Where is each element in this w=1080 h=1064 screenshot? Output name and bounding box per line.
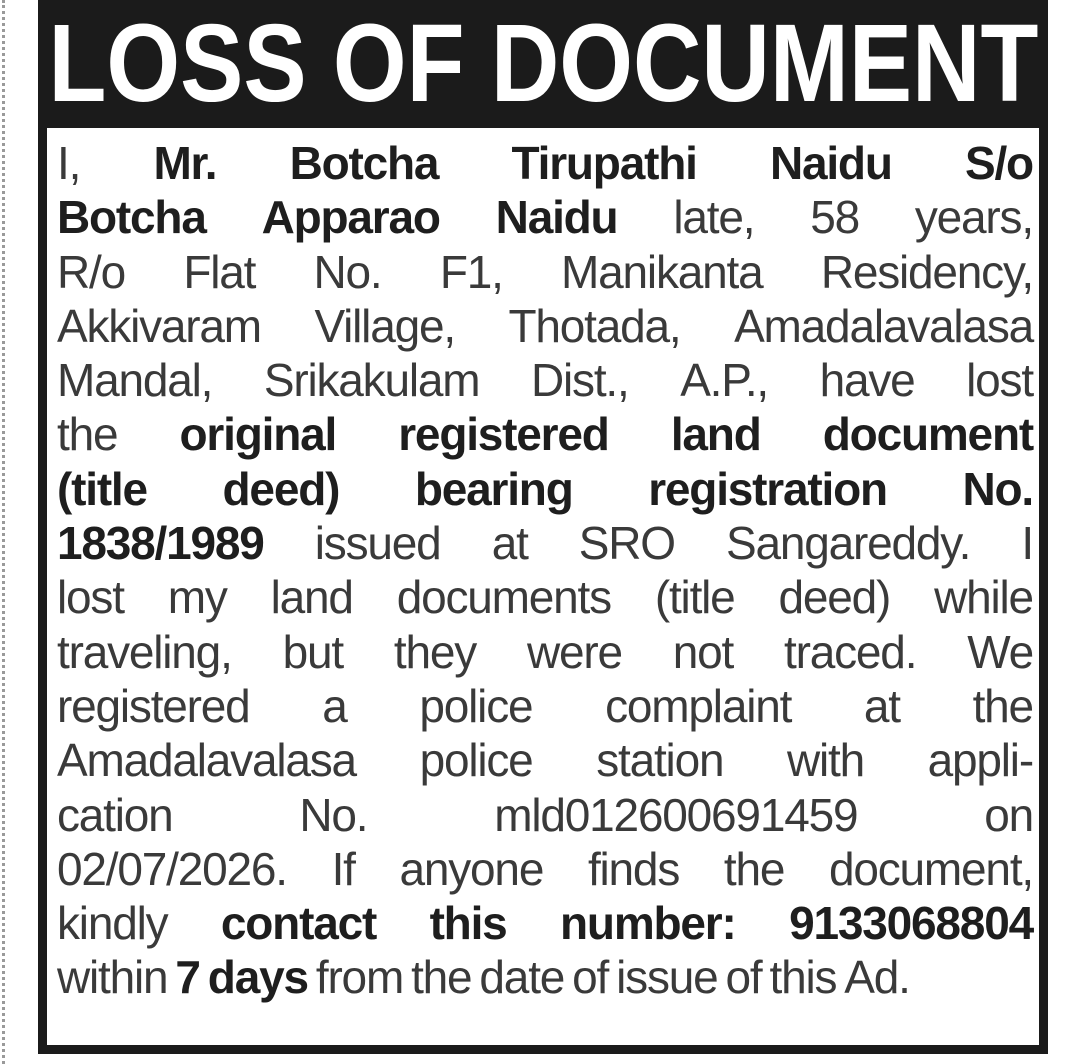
notice-line (57, 896, 1033, 950)
notice-word: registered (57, 679, 250, 732)
notice-line (57, 842, 1033, 896)
notice-word: (title (57, 462, 147, 515)
notice-word: deed) (778, 571, 891, 624)
notice-word: Akkivaram (57, 299, 261, 352)
notice-line (57, 570, 1033, 624)
notice-word: on (984, 788, 1033, 841)
notice-word: Mandal, (57, 354, 213, 407)
notice-word: of (725, 951, 762, 1004)
notice-word: they (393, 625, 477, 678)
notice-word: 7 (175, 951, 200, 1004)
notice-word: within (57, 951, 168, 1004)
notice-word: were (526, 625, 622, 678)
notice-word: this (429, 897, 507, 950)
notice-word: registration (648, 462, 887, 515)
notice-word: document, (828, 842, 1033, 895)
notice-word: Botcha (57, 191, 206, 244)
notice-word: Thotada, (508, 299, 681, 352)
notice-word: F1, (439, 245, 503, 298)
notice-line (57, 462, 1033, 516)
notice-word: not (672, 625, 734, 678)
notice-word: We (967, 625, 1033, 678)
notice-word: Amadalavalasa (734, 299, 1033, 352)
notice-line (57, 407, 1033, 461)
notice-word: 58 (810, 191, 859, 244)
notice-line (57, 733, 1033, 787)
notice-word: police (419, 679, 533, 732)
notice-word: Amadalavalasa (57, 734, 356, 787)
notice-word: anyone (399, 842, 544, 895)
notice-word: issue (616, 951, 718, 1004)
notice-word: days (207, 951, 308, 1004)
notice-word: this (769, 951, 837, 1004)
notice-word: Mr. (153, 137, 217, 189)
notice-line (57, 679, 1033, 733)
notice-word: Naidu (769, 137, 892, 189)
notice-word: finds (587, 842, 680, 895)
notice-word: No. (299, 788, 368, 841)
notice-word: of (572, 951, 609, 1004)
notice-word: late, (673, 191, 755, 244)
notice-word: Srikakulam (263, 354, 480, 407)
notice-word: original (179, 408, 337, 461)
notice-word: 1838/1989 (57, 517, 264, 570)
notice-word: with (786, 734, 864, 787)
notice-line (57, 245, 1033, 299)
notice-word: Apparao (261, 191, 440, 244)
notice-line (57, 136, 1033, 190)
notice-line (57, 190, 1033, 244)
clipping-edge-perforation (2, 0, 5, 1064)
notice-word: have (819, 354, 915, 407)
notice-word: Dist., (531, 354, 629, 407)
notice-word: Ad. (844, 951, 910, 1004)
notice-word: Flat (183, 245, 256, 298)
notice-line (57, 353, 1033, 407)
notice-word: I, (57, 137, 81, 189)
ad-header (38, 0, 1048, 128)
notice-word: 02/07/2026. (57, 842, 287, 895)
notice-word: years, (914, 191, 1033, 244)
notice-word: SRO (578, 517, 675, 570)
notice-word: 9133068804 (789, 897, 1033, 950)
notice-word: at (491, 517, 528, 570)
notice-word: Manikanta (561, 245, 763, 298)
notice-word: police (419, 734, 533, 787)
notice-word: traced. (784, 625, 917, 678)
notice-word: Sangareddy. (726, 517, 971, 570)
notice-word: I (1021, 517, 1033, 570)
notice-word: No. (962, 462, 1033, 515)
notice-word: Botcha (289, 137, 439, 189)
notice-word: lost (966, 354, 1033, 407)
notice-word: complaint (605, 679, 792, 732)
notice-word: cation (57, 788, 173, 841)
notice-word: issued (314, 517, 441, 570)
notice-word: If (331, 842, 355, 895)
notice-word: but (282, 625, 343, 678)
notice-word: at (863, 679, 900, 732)
notice-line (57, 299, 1033, 353)
notice-word: the (411, 951, 472, 1004)
notice-word: lost (57, 571, 124, 624)
notice-line (57, 950, 1033, 1004)
notice-word: the (723, 842, 785, 895)
notice-word: land (670, 408, 761, 461)
notice-word: the (57, 408, 118, 461)
notice-word: station (596, 734, 724, 787)
notice-word: Tirupathi (511, 137, 697, 189)
notice-word: date (479, 951, 565, 1004)
notice-line (57, 788, 1033, 842)
notice-word: contact (220, 897, 377, 950)
notice-word: bearing (414, 462, 573, 515)
notice-word: registered (398, 408, 609, 461)
notice-word: Village, (314, 299, 455, 352)
notice-word: the (972, 679, 1033, 732)
notice-word: while (934, 571, 1033, 624)
notice-word: Naidu (495, 191, 618, 244)
notice-word: R/o (57, 245, 125, 298)
notice-word: appli- (927, 734, 1033, 787)
notice-word: document (822, 408, 1033, 461)
notice-word: Residency, (820, 245, 1033, 298)
notice-body (47, 128, 1039, 1045)
notice-word: traveling, (57, 625, 232, 678)
notice-word: (title (654, 571, 735, 624)
notice-word: deed) (222, 462, 340, 515)
notice-word: a (322, 679, 347, 732)
classified-ad (38, 0, 1048, 1054)
notice-word: No. (313, 245, 382, 298)
notice-word: A.P., (680, 354, 768, 407)
notice-word: kindly (57, 897, 168, 950)
notice-line (57, 625, 1033, 679)
notice-line (57, 516, 1033, 570)
notice-word: number: (560, 897, 736, 950)
notice-word: documents (396, 571, 611, 624)
notice-word: my (167, 571, 227, 624)
notice-word: S/o (965, 137, 1033, 189)
notice-word: mld012600691459 (494, 788, 858, 841)
ad-title: LOSS OF DOCUMENT (48, 2, 1038, 125)
notice-word: from (315, 951, 404, 1004)
notice-word: land (270, 571, 353, 624)
